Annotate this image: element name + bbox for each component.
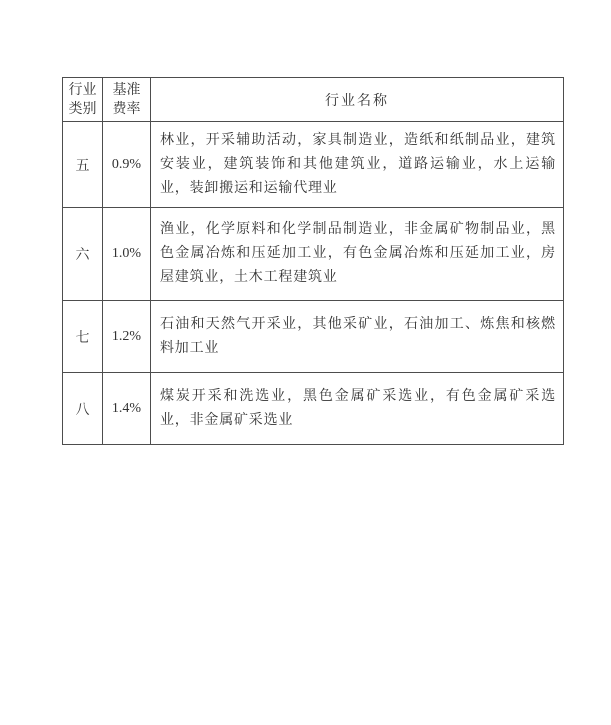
header-industry-category: 行业类别: [63, 78, 103, 122]
cell-category: 七: [63, 301, 103, 373]
cell-rate: 1.2%: [103, 301, 151, 373]
cell-category: 六: [63, 208, 103, 301]
cell-industries: 煤炭开采和洗选业，黑色金属矿采选业，有色金属矿采选业，非金属矿采选业: [151, 373, 564, 445]
cell-rate: 0.9%: [103, 122, 151, 208]
table-row: [63, 301, 564, 373]
cell-industries: 渔业，化学原料和化学制品制造业，非金属矿物制品业，黑色金属冶炼和压延加工业，有色金属冶炼和压延加工业，房屋建筑业，土木工程建筑业: [151, 208, 564, 301]
table-row: [63, 122, 564, 208]
table-header-row: [63, 78, 564, 122]
table-row: [63, 373, 564, 445]
industry-rate-table: [62, 77, 564, 445]
cell-rate: 1.4%: [103, 373, 151, 445]
cell-industries: 林业，开采辅助活动，家具制造业，造纸和纸制品业，建筑安装业，建筑装饰和其他建筑业，道路运输业，水上运输业，装卸搬运和运输代理业: [151, 122, 564, 208]
cell-rate: 1.0%: [103, 208, 151, 301]
table-row: [63, 208, 564, 301]
cell-category: 八: [63, 373, 103, 445]
cell-category: 五: [63, 122, 103, 208]
header-base-rate: 基准费率: [103, 78, 151, 122]
header-industry-name: 行业名称: [151, 78, 564, 122]
cell-industries: 石油和天然气开采业，其他采矿业，石油加工、炼焦和核燃料加工业: [151, 301, 564, 373]
